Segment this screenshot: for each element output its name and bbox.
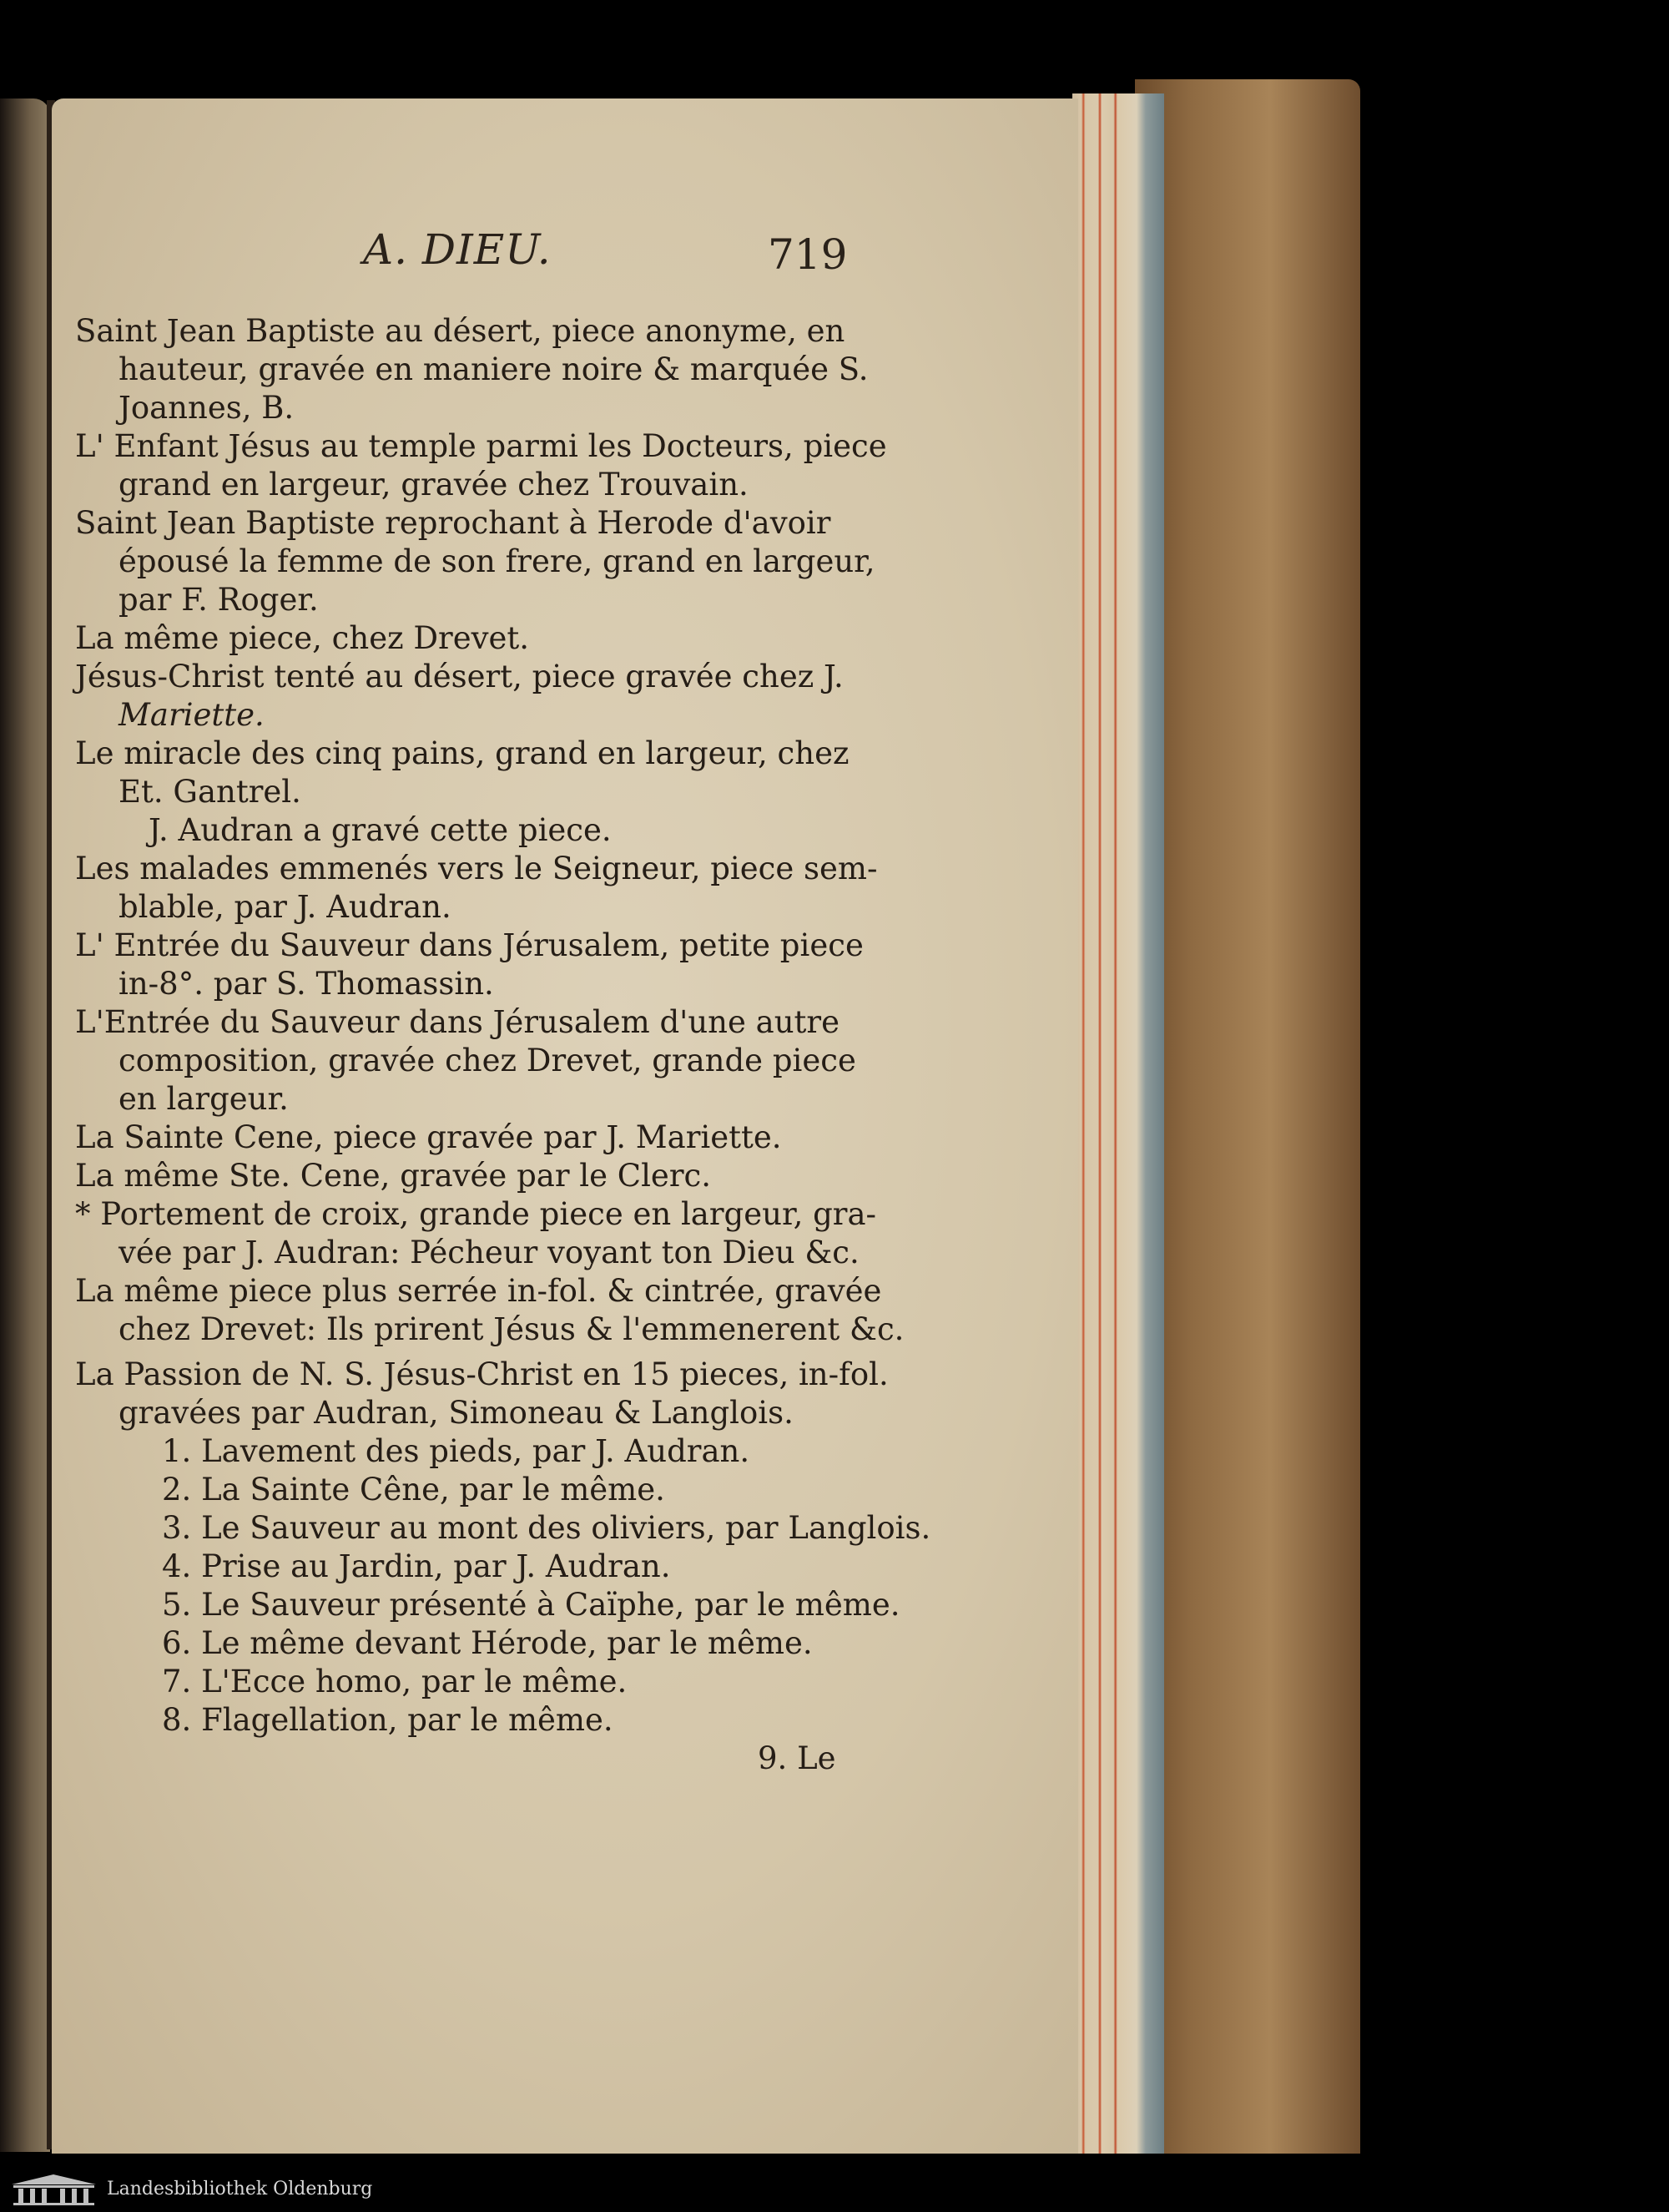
text-line: L' Enfant Jésus au temple parmi les Docteurs, piece xyxy=(75,428,887,464)
text-line: La même piece plus serrée in-fol. & cintrée, gravée xyxy=(75,1273,882,1309)
text-line: L'Entrée du Sauveur dans Jérusalem d'une autre xyxy=(75,1004,840,1040)
text-line: 5. Le Sauveur présenté à Caïphe, par le même. xyxy=(162,1587,900,1623)
page-header xyxy=(52,219,1078,285)
text-line: 2. La Sainte Cêne, par le même. xyxy=(162,1472,665,1507)
text-line: L' Entrée du Sauveur dans Jérusalem, petite piece xyxy=(75,927,864,963)
text-line: grand en largeur, gravée chez Trouvain. xyxy=(118,467,749,502)
text-line: par F. Roger. xyxy=(118,582,319,618)
text-line: composition, gravée chez Drevet, grande piece xyxy=(118,1043,856,1078)
text-line: La Passion de N. S. Jésus-Christ en 15 pieces, in-fol. xyxy=(75,1356,889,1392)
book-cover xyxy=(1135,79,1360,2154)
text-line: en largeur. xyxy=(118,1081,289,1117)
text-line: La Sainte Cene, piece gravée par J. Mariette. xyxy=(75,1119,782,1155)
text-line: Saint Jean Baptiste reprochant à Herode d'avoir xyxy=(75,505,831,541)
left-page-edge xyxy=(0,98,50,2152)
text-line: Les malades emmenés vers le Seigneur, piece sem- xyxy=(75,851,878,886)
text-line: 4. Prise au Jardin, par J. Audran. xyxy=(162,1548,671,1584)
text-line: 3. Le Sauveur au mont des oliviers, par Langlois. xyxy=(162,1510,931,1546)
text-line: Mariette. xyxy=(118,697,265,733)
text-line: Jésus-Christ tenté au désert, piece gravée chez J. xyxy=(75,659,844,694)
text-line: blable, par J. Audran. xyxy=(118,889,451,925)
page-edges xyxy=(1072,93,1164,2154)
text-line: 6. Le même devant Hérode, par le même. xyxy=(162,1625,813,1661)
running-title: A. DIEU. xyxy=(363,225,552,274)
text-line: épousé la femme de son frere, grand en largeur, xyxy=(118,543,875,579)
text-line: Et. Gantrel. xyxy=(118,774,301,810)
text-line: Joannes, B. xyxy=(118,390,295,426)
text-line: in-8°. par S. Thomassin. xyxy=(118,966,494,1002)
text-line: 7. L'Ecce homo, par le même. xyxy=(162,1664,628,1699)
text-line: 1. Lavement des pieds, par J. Audran. xyxy=(162,1433,750,1469)
text-line: vée par J. Audran: Pécheur voyant ton Dieu &c. xyxy=(118,1235,860,1270)
catchword: 9. Le xyxy=(758,1740,836,1776)
library-logo-icon xyxy=(10,2173,98,2206)
text-line: La même piece, chez Drevet. xyxy=(75,620,530,656)
text-line: * Portement de croix, grande piece en largeur, gra- xyxy=(75,1196,877,1232)
text-line: Le miracle des cinq pains, grand en largeur, chez xyxy=(75,735,850,771)
text-line: gravées par Audran, Simoneau & Langlois. xyxy=(118,1395,794,1431)
text-line: hauteur, gravée en maniere noire & marquée S. xyxy=(118,351,869,387)
text-line: 8. Flagellation, par le même. xyxy=(162,1702,613,1738)
text-line: chez Drevet: Ils prirent Jésus & l'emmenerent &c. xyxy=(118,1311,905,1347)
text-line: J. Audran a gravé cette piece. xyxy=(149,812,612,848)
library-name: Landesbibliothek Oldenburg xyxy=(107,2179,373,2199)
text-line: Saint Jean Baptiste au désert, piece anonyme, en xyxy=(75,313,845,349)
page-number: 719 xyxy=(768,230,848,279)
text-line: La même Ste. Cene, gravée par le Clerc. xyxy=(75,1158,711,1194)
